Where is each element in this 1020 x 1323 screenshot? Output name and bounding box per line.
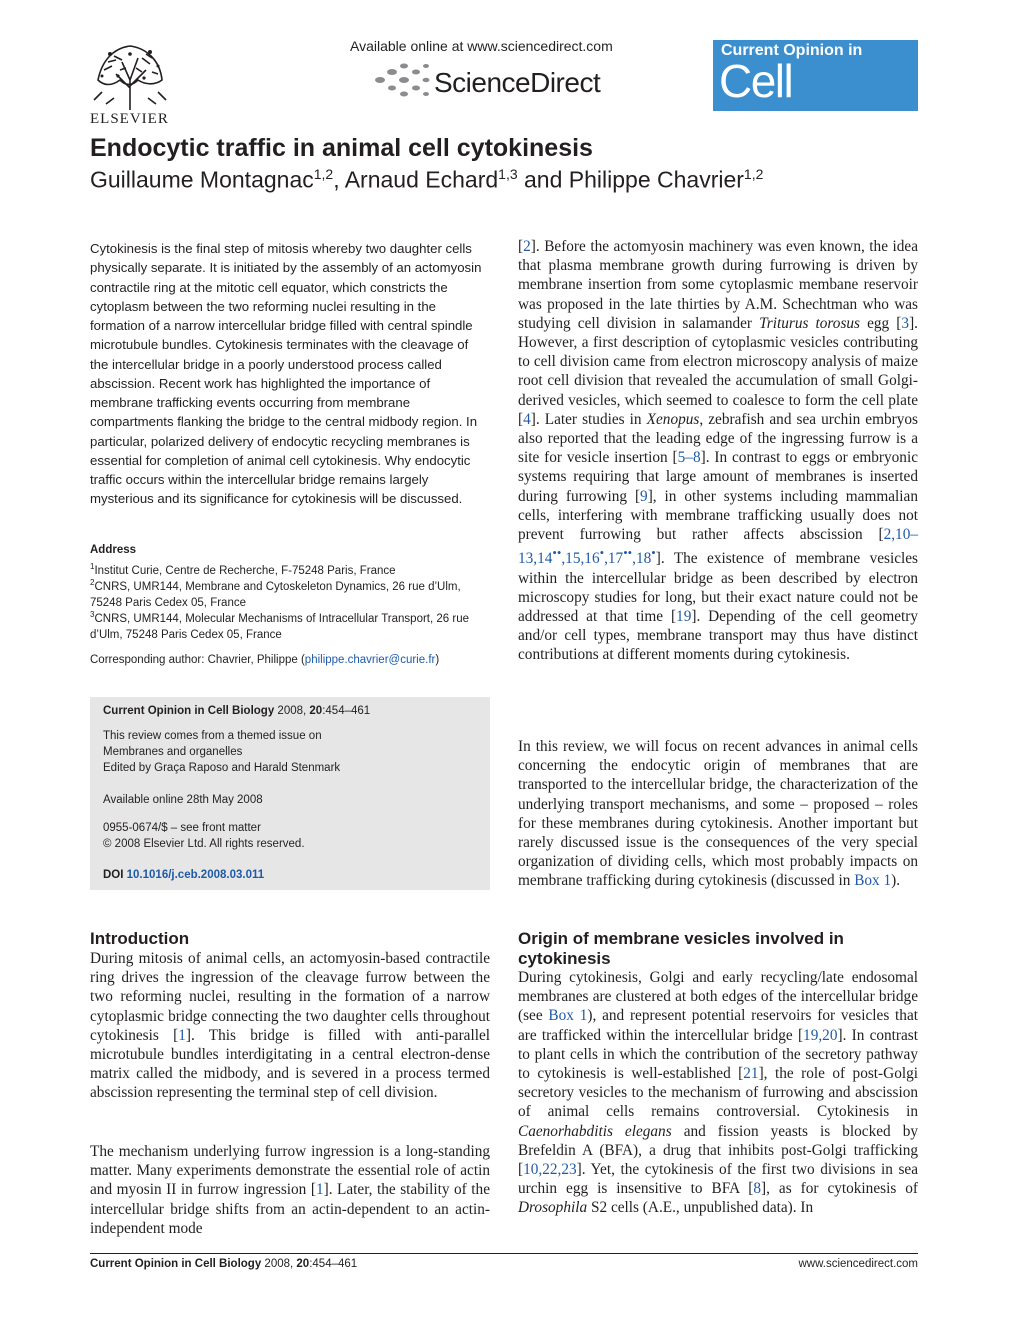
ref-link[interactable]: 19,20 <box>803 1026 838 1044</box>
footer-divider <box>90 1253 918 1254</box>
author-separator: and <box>517 166 569 193</box>
right-paragraph-1: [2]. Before the actomyosin machinery was even known, the idea that plasma membrane growth during furrowing is driven by membrane insertion from some cytoplasmic membane reservoir was proposed in the late thirties by A.M. Schechtman who was studying cell division in salamander Triturus torosus egg [3]. However, a first description of cytoplasmic vesicles contributing to cell division came from electron microscopy analysis of maize root cell division that revealed the accumulation of small Golgi-derived vesicles, which seemed to coalesce to form the cell plate [4]. Later studies in Xenopus, zebrafish and sea urchin embryos also reported that the leading edge of the ingressing furrow is a site for vesicle insertion [5–8]. In contrast to eggs or embryonic systems requiring that large amount of membranes is inserted during furrowing [9], in other systems including mammalian cells, interfering with membrane trafficking usually does not prevent furrowing but rather affects abscission [2,10–13,14••,15,16•,17••,18•]. The existence of membrane vesicles within the intercellular bridge as been described by electron microscopy studies for long, but their exact nature could not be addressed at that time [19]. Depending of the cell geometry and/or cell types, membrane transport may thus have distinct contributions at different moments during cytokinesis. <box>518 238 918 664</box>
footer-journal: Current Opinion in Cell Biology <box>90 1258 262 1270</box>
corresponding-close: ) <box>435 654 440 666</box>
ref-link[interactable]: 21 <box>743 1065 759 1083</box>
right-paragraph-2: In this review, we will focus on recent advances in animal cells concerning the endocytic origin of membranes that are transported to the intercellular bridge, the characterization of the underlying transport mechanisms, and some – proposed – roles for these membranes during cytokinesis. Another important but rarely discussed issue is the consequences of the very special organization of dividing cells, which most probably impacts on membrane trafficking during cytokinesis (discussed in Box 1). <box>518 738 918 890</box>
journal-logo-box <box>713 40 918 157</box>
corresponding-author <box>90 654 439 666</box>
author-name: Arnaud Echard <box>344 166 499 193</box>
infobox-issn: 0955-0674/$ – see front matter <box>103 822 261 834</box>
available-online-text: Available online at www.sciencedirect.com <box>350 38 613 54</box>
author-name: Guillaume Montagnac <box>90 166 314 193</box>
address-number: 2 <box>90 578 95 587</box>
author-affiliation: 1,2 <box>743 166 764 182</box>
abstract: Cytokinesis is the final step of mitosis whereby two daughter cells physically separate. It is initiated by the assembly of an actomyosin contractile ring at the mitotic cell equator, which constricts the cytoplasm between the two reforming nuclei resulting in the formation of a narrow intercellular bridge filled with central spindle microtubule bundles. Cytokinesis terminates with the cleavage of the intercellular bridge in a poorly understood process called abscission. Recent work has highlighted the importance of membrane trafficking events occurring from membrane compartments flanking the bridge to the central midbody region. In particular, polarized delivery of endocytic recycling membranes is essential for completion of animal cell cytokinesis. Why endocytic traffic occurs within the intercellular bridge remains largely mysterious and its significance for cytokinesis will be discussed. <box>90 241 482 507</box>
address-text: Institut Curie, Centre de Recherche, F-75248 Paris, France <box>94 564 396 577</box>
intro-paragraph-2: The mechanism underlying furrow ingression is a long-standing matter. Many experiments demonstrate the essential role of actin and myosin II in furrow ingression [1]. Later, the stability of the intercellular bridge shifts from an actin-dependent to an actin-independent mode <box>90 1143 490 1237</box>
address-item <box>90 607 490 643</box>
address-text: CNRS, UMR144, Molecular Mechanisms of Intracellular Transport, 26 rue d’Ulm, 75248 Paris Cedex 05, France <box>90 612 469 641</box>
footer-pages: :454–461 <box>309 1258 358 1270</box>
author-name: Philippe Chavrier <box>568 166 744 193</box>
author-affiliation: 1,2 <box>313 166 334 182</box>
corresponding-email-link[interactable]: philippe.chavrier@curie.fr <box>304 654 436 666</box>
address-heading: Address <box>90 544 137 556</box>
intro-paragraph-1: During mitosis of animal cells, an actomyosin-based contractile ring drives the ingression of the cleavage furrow between the two reforming nuclei, resulting in the formation of a narrow cytoplasmic bridge connecting the two daughter cells throughout cytokinesis [1]. This bridge is filled with anti-parallel microtubule bundles interdigitating in a central electron-dense matrix called the midbody, and is severed in a process termed abscission representing the terminal step of cell division. <box>90 950 490 1102</box>
ref-link[interactable]: 2 <box>523 238 531 255</box>
footer-url[interactable]: www.sciencedirect.com <box>798 1258 918 1270</box>
infobox-editors: Edited by Graça Raposo and Harald Stenmark <box>103 762 341 774</box>
footer-volume: 20 <box>296 1258 310 1270</box>
elsevier-tree-logo <box>92 40 168 110</box>
ref-link[interactable]: 5–8 <box>677 449 701 467</box>
sciencedirect-wordmark: ScienceDirect <box>434 67 601 98</box>
box-link[interactable]: Box 1 <box>854 872 892 890</box>
journal-logo-line1: Current Opinion in <box>721 42 863 59</box>
article-title: Endocytic traffic in animal cell cytokinesis <box>90 134 593 162</box>
origin-heading-line2: cytokinesis <box>518 949 611 968</box>
ref-link[interactable]: 19 <box>676 607 692 625</box>
address-number: 3 <box>90 610 95 619</box>
footer-year: 2008, <box>261 1258 297 1270</box>
sciencedirect-dots-icon <box>372 60 436 100</box>
infobox-year: 2008, <box>274 705 310 717</box>
infobox-themed-line: This review comes from a themed issue on <box>103 730 322 742</box>
origin-heading <box>518 929 844 969</box>
infobox-citation <box>103 703 370 719</box>
infobox-available: Available online 28th May 2008 <box>103 794 263 806</box>
ref-link[interactable]: 3 <box>901 314 910 332</box>
ref-link[interactable]: 1 <box>178 1026 186 1044</box>
footer-citation <box>90 1258 357 1270</box>
ref-link[interactable]: 1 <box>315 1181 324 1199</box>
infobox-copyright: © 2008 Elsevier Ltd. All rights reserved. <box>103 838 305 850</box>
address-item <box>90 575 490 611</box>
ref-link[interactable]: 4 <box>523 410 531 428</box>
address-number: 1 <box>90 562 95 571</box>
origin-paragraph: During cytokinesis, Golgi and early recycling/late endosomal membranes are clustered at both edges of the intercellular bridge (see Box 1), and represent potential reservoirs for vesicles that are trafficked within the intercellular bridge [19,20]. In contrast to plant cells in which the contribution of the secretory pathway to cytokinesis is well-established [21], the role of post-Golgi secretory vesicles to the mechanism of furrowing and abscission of animal cells remains controversial. Cytokinesis in Caenorhabditis elegans and fission yeasts is blocked by Brefeldin A (BFA), a drug that inhibits post-Golgi trafficking [10,22,23]. Yet, the cytokinesis of the first two divisions in sea urchin egg is insensitive to BFA [8], as for cytokinesis of Drosophila S2 cells (A.E., unpublished data). In <box>518 969 919 1217</box>
doi-link[interactable]: 10.1016/j.ceb.2008.03.011 <box>126 869 265 881</box>
publisher-name: ELSEVIER <box>90 111 169 127</box>
ref-link[interactable]: 10,22,23 <box>523 1161 577 1179</box>
author-separator: , <box>333 166 345 193</box>
intro-heading: Introduction <box>90 929 190 948</box>
origin-heading-line1: Origin of membrane vesicles involved in <box>518 929 844 948</box>
infobox-volume: 20 <box>309 705 323 717</box>
journal-logo-line2: Cell Biology <box>719 55 860 157</box>
box-link[interactable]: Box 1 <box>548 1007 588 1025</box>
article-info-box <box>90 697 490 890</box>
doi-label: DOI <box>103 869 127 881</box>
infobox-journal: Current Opinion in Cell Biology <box>103 705 275 717</box>
author-affiliation: 1,3 <box>498 166 518 182</box>
infobox-doi <box>103 867 264 883</box>
address-text: CNRS, UMR144, Membrane and Cytoskeleton Dynamics, 26 rue d’Ulm, 75248 Paris Cedex 05, France <box>90 580 461 609</box>
infobox-themed-topic: Membranes and organelles <box>103 746 243 758</box>
corresponding-label: Corresponding author: Chavrier, Philippe ( <box>90 654 305 666</box>
author-list <box>90 166 763 194</box>
ref-link[interactable]: 2,10–13,14••,15,16•,17••,18• <box>518 526 918 568</box>
ref-link[interactable]: 8 <box>753 1180 762 1198</box>
ref-link[interactable]: 9 <box>640 487 648 505</box>
infobox-pages: :454–461 <box>322 705 371 717</box>
